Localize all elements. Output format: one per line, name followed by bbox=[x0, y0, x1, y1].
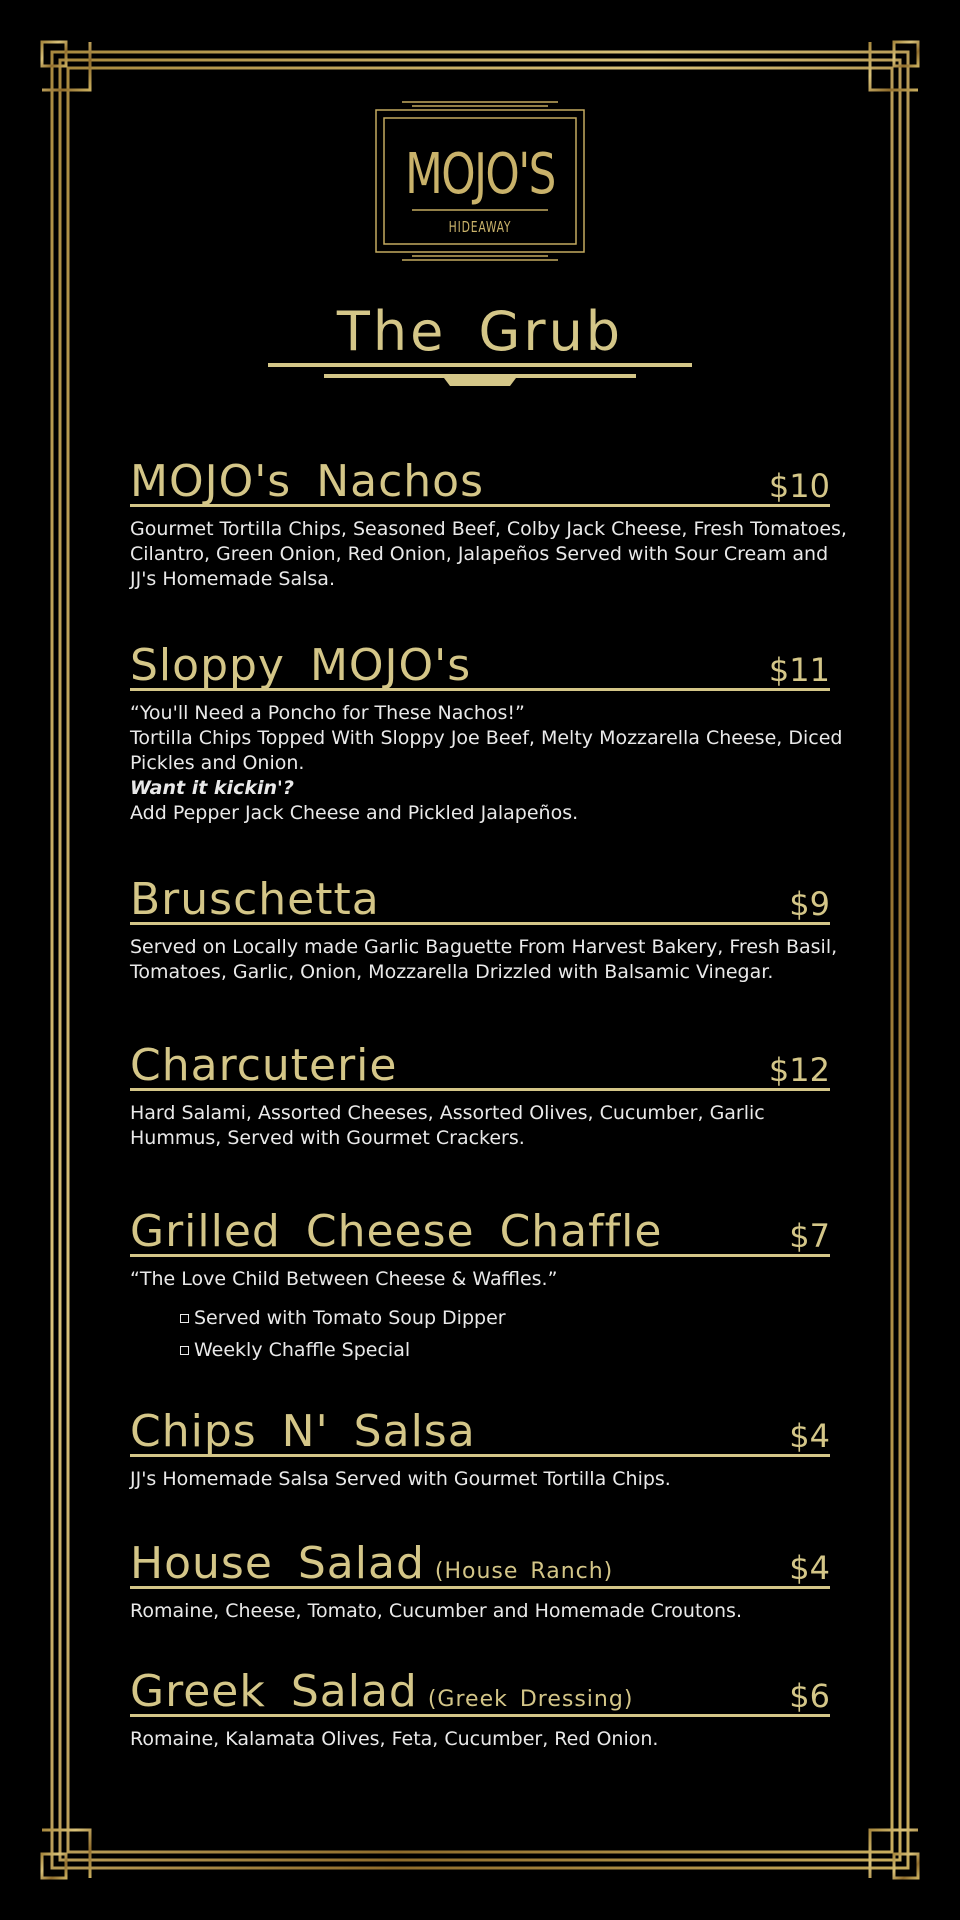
description-line: Served on Locally made Garlic Baguette From Harvest Bakery, Fresh Basil, Tomatoes, Garlic, Onion, Mozzarella Drizzled with Balsamic Vinegar. bbox=[130, 936, 838, 983]
menu-item-grilled-cheese-chaffle bbox=[130, 1196, 830, 1366]
menu-item-chips-n-salsa bbox=[130, 1396, 830, 1492]
item-description bbox=[130, 1467, 860, 1492]
item-name-note: (Greek Dressing) bbox=[427, 1687, 634, 1712]
logo bbox=[372, 100, 588, 262]
description-line: Tortilla Chips Topped With Sloppy Joe Beef, Melty Mozzarella Cheese, Diced Pickles and Onion. bbox=[130, 727, 843, 774]
item-price: $7 bbox=[789, 1217, 830, 1255]
item-price: $4 bbox=[789, 1417, 830, 1455]
description-line: Gourmet Tortilla Chips, Seasoned Beef, Colby Jack Cheese, Fresh Tomatoes, Cilantro, Green Onion, Red Onion, Jalapeños Served with Sour Cream and JJ's Homemade Salsa. bbox=[130, 518, 847, 590]
bullet-item: Weekly Chaffle Special bbox=[180, 1334, 860, 1366]
item-name-text: Greek Salad bbox=[130, 1666, 418, 1717]
item-price: $9 bbox=[789, 885, 830, 923]
logo-subtitle: HIDEAWAY bbox=[448, 218, 512, 236]
item-name-text: House Salad bbox=[130, 1538, 425, 1589]
description-line: JJ's Homemade Salsa Served with Gourmet Tortilla Chips. bbox=[130, 1468, 671, 1490]
item-header bbox=[130, 630, 830, 691]
menu-item-charcuterie bbox=[130, 1030, 830, 1151]
logo-wordmark: MOJO'S bbox=[405, 142, 555, 207]
item-name bbox=[130, 1538, 614, 1589]
item-tagline: “You'll Need a Poncho for These Nachos!” bbox=[130, 702, 525, 724]
menu-item-greek-salad bbox=[130, 1656, 830, 1752]
item-header bbox=[130, 446, 830, 507]
item-name: Charcuterie bbox=[130, 1040, 398, 1091]
menu-item-house-salad bbox=[130, 1528, 830, 1624]
title-ornament bbox=[268, 360, 692, 392]
item-description bbox=[130, 701, 860, 826]
menu-item-nachos bbox=[130, 446, 847, 592]
item-price: $4 bbox=[789, 1549, 830, 1587]
description-line: Hard Salami, Assorted Cheeses, Assorted Olives, Cucumber, Garlic Hummus, Served with Gourmet Crackers. bbox=[130, 1102, 765, 1149]
item-description bbox=[130, 517, 860, 592]
item-name bbox=[130, 1666, 634, 1717]
item-tagline: “The Love Child Between Cheese & Waffles.” bbox=[130, 1268, 558, 1290]
item-price: $10 bbox=[768, 467, 830, 505]
item-header bbox=[130, 1656, 830, 1717]
item-price: $11 bbox=[768, 651, 830, 689]
item-name: Grilled Cheese Chaffle bbox=[130, 1206, 663, 1257]
item-emphasis: Want it kickin'? bbox=[130, 777, 294, 799]
section-title: The Grub bbox=[336, 300, 624, 363]
item-bullet-list bbox=[180, 1302, 860, 1366]
item-description bbox=[130, 1101, 860, 1151]
item-description bbox=[130, 1599, 860, 1624]
item-name: Chips N' Salsa bbox=[130, 1406, 476, 1457]
item-description bbox=[130, 935, 860, 985]
item-header bbox=[130, 1196, 830, 1257]
menu-item-bruschetta bbox=[130, 864, 838, 985]
item-name: Sloppy MOJO's bbox=[130, 640, 472, 691]
item-extra: Add Pepper Jack Cheese and Pickled Jalapeños. bbox=[130, 802, 579, 824]
item-name: MOJO's Nachos bbox=[130, 456, 485, 507]
menu-item-sloppy-mojos bbox=[130, 630, 843, 826]
item-price: $12 bbox=[768, 1051, 830, 1089]
item-description bbox=[130, 1727, 860, 1752]
item-description bbox=[130, 1267, 860, 1366]
bullet-item: Served with Tomato Soup Dipper bbox=[180, 1302, 860, 1334]
item-header bbox=[130, 1528, 830, 1589]
item-name-note: (House Ranch) bbox=[434, 1559, 614, 1584]
description-line: Romaine, Kalamata Olives, Feta, Cucumber, Red Onion. bbox=[130, 1728, 659, 1750]
item-header bbox=[130, 864, 830, 925]
item-price: $6 bbox=[789, 1677, 830, 1715]
item-header bbox=[130, 1030, 830, 1091]
item-name: Bruschetta bbox=[130, 874, 380, 925]
description-line: Romaine, Cheese, Tomato, Cucumber and Homemade Croutons. bbox=[130, 1600, 742, 1622]
item-header bbox=[130, 1396, 830, 1457]
